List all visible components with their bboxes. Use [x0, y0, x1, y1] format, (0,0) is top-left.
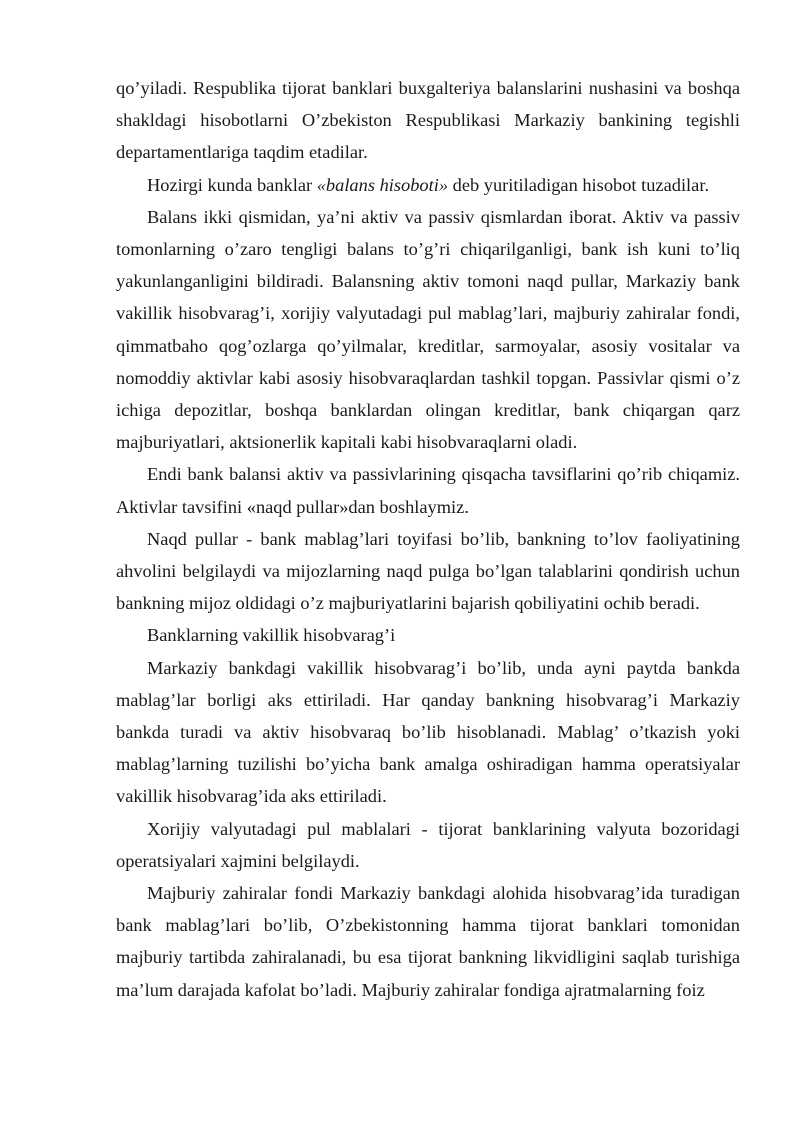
paragraph-foreign-currency: Xorijiy valyutadagi pul mablalari - tijorat banklarining valyuta bozoridagi operatsiyalari xajmini belgilaydi.	[116, 818, 740, 871]
paragraph-heading-correspondent-account: Banklarning vakillik hisobvarag’i	[147, 625, 396, 646]
paragraph-assets-intro: Endi bank balansi aktiv va passivlarining qisqacha tavsiflarini qo’rib chiqamiz. Aktivlar tavsifini «naqd pullar»dan boshlaymiz.	[116, 464, 740, 517]
document-page	[116, 72, 740, 1006]
paragraph-cash: Naqd pullar - bank mablag’lari toyifasi bo’lib, bankning to’lov faoliyatining ahvolini belgilaydi va mijozlarning naqd pulga bo’lgan talablarini qondirish uchun bankning mijoz oldidagi o’z majburiyatlarini bajarish qobiliyatini ochib beradi.	[116, 528, 740, 614]
paragraph-continuation: qo’yiladi. Respublika tijorat banklari buxgalteriya balanslarini nushasini va boshqa shakldagi hisobotlarni O’zbekiston Respublikasi Markaziy bankining tegishli departamentlariga taqdim etadilar.	[116, 78, 740, 163]
balance-report-term: «balans hisoboti»	[316, 174, 449, 195]
paragraph-mandatory-reserves: Majburiy zahiralar fondi Markaziy bankdagi alohida hisobvarag’ida turadigan bank mablag’lari bo’lib, O’zbekistonning hamma tijorat banklari tomonidan majburiy tartibda zahiralanadi, bu esa tijorat bankning likvidligini saqlab turishiga ma’lum darajada kafolat bo’ladi. Majburiy zahiralar fondiga ajratmalarning foiz	[116, 883, 740, 1000]
paragraph-balance-report-after: deb yuritiladigan hisobot tuzadilar.	[448, 174, 710, 195]
paragraph-balance-report-before: Hozirgi kunda banklar	[147, 174, 317, 195]
paragraph-balance-structure: Balans ikki qismidan, ya’ni aktiv va passiv qismlardan iborat. Aktiv va passiv tomonlarning o’zaro tengligi balans to’g’ri chiqarilganligi, bank ish kuni to’liq yakunlanganligini bildiradi. Balansning aktiv tomoni naqd pullar, Markaziy bank vakillik hisobvarag’i, xorijiy valyutadagi pul mablag’lari, majburiy zahiralar fondi, qimmatbaho qog’ozlarga qo’yilmalar, kreditlar, sarmoyalar, asosiy vositalar va nomoddiy aktivlar kabi asosiy hisobvaraqlardan tashkil topgan. Passivlar qismi o’z ichiga depozitlar, boshqa banklardan olingan kreditlar, bank chiqargan qarz majburiyatlari, aktsionerlik kapitali kabi hisobvaraqlarni oladi.	[116, 206, 740, 453]
paragraph-correspondent-account: Markaziy bankdagi vakillik hisobvarag’i bo’lib, unda ayni paytda bankda mablag’lar borligi aks ettiriladi. Har qanday bankning hisobvarag’i Markaziy bankda turadi va aktiv hisobvaraq bo’lib hisoblanadi. Mablag’ o’tkazish yoki mablag’larning tuzilishi bo’yicha bank amalga oshiradigan hamma operatsiyalar vakillik hisobvarag’ida aks ettiriladi.	[116, 657, 740, 807]
paragraph-balance-report	[116, 169, 740, 201]
